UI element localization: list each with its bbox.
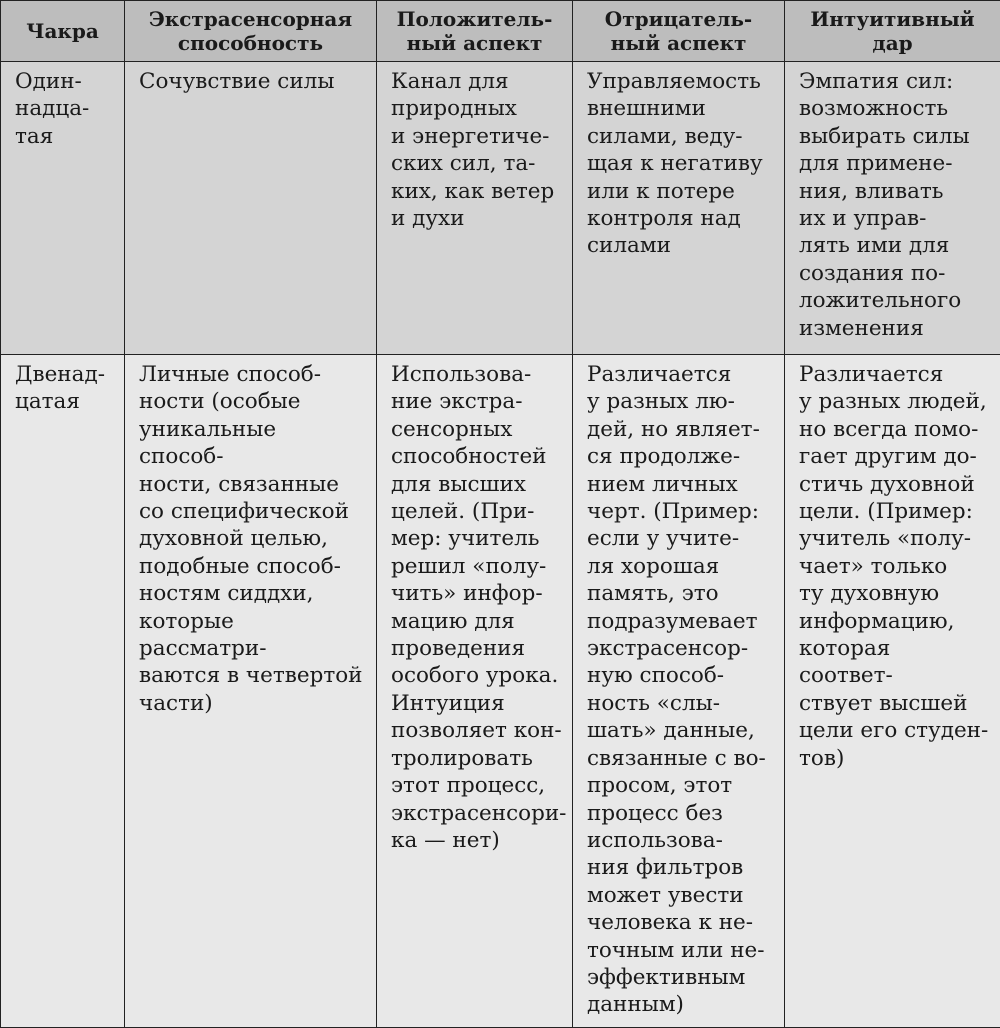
header-chakra [1,1,125,62]
table-row [1,62,1000,355]
cell-chakra [1,62,125,355]
cell-gift [785,355,1000,1028]
cell-chakra [1,355,125,1028]
header-negative-label: Отрицатель- ный аспект [605,7,752,55]
table-header-row [1,1,1000,62]
header-positive-label: Положитель- ный аспект [397,7,553,55]
cell-negative-text: Различается у разных лю- дей, но являет- ся продолже- нием личных черт. (Пример: если у учите- ля хорошая память, это подразумевает экстрасенсор- ную способ- ность «слы- шать» данные, связанные с во- просом, этот процесс без использова- ния фильтров может увести человека к не- точным или не- эффективным данным) [573,355,784,1019]
table-row [1,355,1000,1028]
cell-gift-text: Эмпатия сил: возможность выбирать силы для примене- ния, вливать их и управ- лять ими для создания по- ложительного изменения [785,62,1000,342]
header-gift-label: Интуитивный дар [810,7,974,55]
cell-positive-text: Канал для природных и энергетиче- ских сил, та- ких, как ветер и духи [377,62,572,232]
cell-positive-text: Использова- ние экстра- сенсорных способностей для высших целей. (При- мер: учитель решил «полу- чить» инфор- мацию для проведения особого урока. Интуиция позволяет кон- тролировать этот процесс, экстрасенсори- ка — нет) [377,355,572,854]
cell-positive [377,355,573,1028]
cell-chakra-text: Один- надца- тая [1,62,124,150]
cell-ability-text: Личные способ- ности (особые уникальные способ- ности, связанные со специфической духовной целью, подобные способ- ностям сиддхи, которые рассматри- ваются в четвертой части) [125,355,376,717]
cell-negative-text: Управляемость внешними силами, веду- щая к негативу или к потере контроля над силами [573,62,784,260]
cell-negative [573,62,785,355]
cell-ability [125,355,377,1028]
header-ability [125,1,377,62]
cell-gift [785,62,1000,355]
cell-ability-text: Сочувствие силы [125,62,376,95]
header-chakra-label: Чакра [26,19,99,43]
cell-negative [573,355,785,1028]
header-gift [785,1,1000,62]
cell-ability [125,62,377,355]
cell-chakra-text: Двенад- цатая [1,355,124,416]
header-negative [573,1,785,62]
cell-positive [377,62,573,355]
header-ability-label: Экстрасенсорная способность [149,7,352,55]
header-positive [377,1,573,62]
cell-gift-text: Различается у разных людей, но всегда помо- гает другим до- стичь духовной цели. (Пример: учитель «полу- чает» только ту духовную информацию, которая соответ- ствует высшей цели его студен- тов) [785,355,1000,772]
